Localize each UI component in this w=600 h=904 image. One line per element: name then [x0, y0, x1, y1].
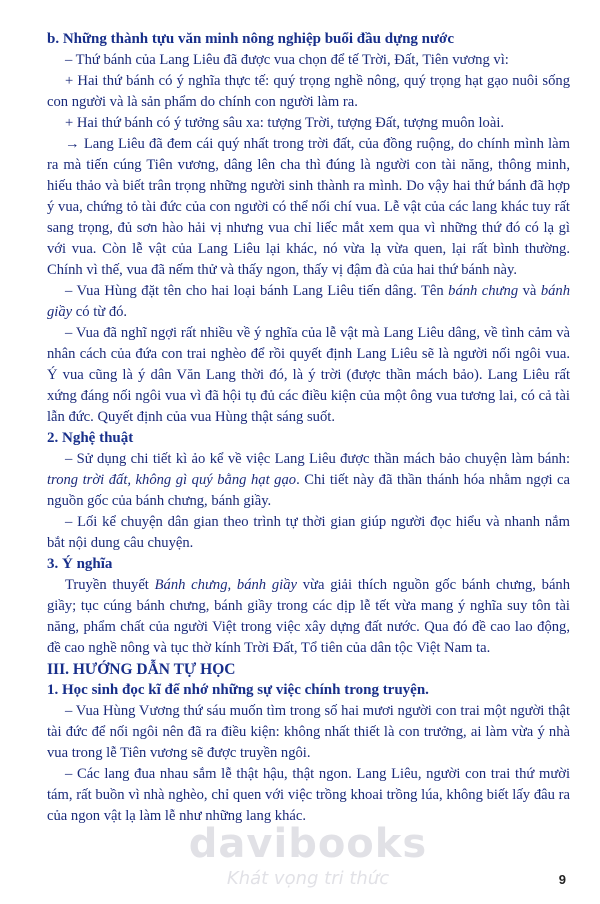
text-run: – Vua Hùng đặt tên cho hai loại bánh Lang Liêu tiến dâng. Tên	[65, 283, 449, 299]
section-2-heading: 2. Nghệ thuật	[47, 430, 134, 446]
section-b-paragraph-5	[47, 281, 570, 323]
text-run: – Sử dụng chi tiết kì ảo kể về việc Lang Liêu được thần mách bảo chuyện làm bánh:	[65, 451, 570, 467]
italic-title: Bánh chưng, bánh giầy	[154, 577, 297, 593]
section-2-paragraph-2: – Lối kể chuyện dân gian theo trình tự thời gian giúp người đọc hiểu và nhanh nắm bắt nội dung câu chuyện.	[47, 514, 570, 551]
text-run: vừa giải thích nguồn gốc bánh chưng, bánh giầy; tục cúng bánh chưng, bánh giầy trong các dịp lễ tết vừa mang ý nghĩa suy tôn tài năng, phẩm chất của người Việt trong việc xây dựng đất nước. Qua đó đề cao lao động, đề cao nghề nông và tục thờ kính Trời Đất, Tổ tiên của dân tộc Việt Nam ta.	[47, 577, 571, 656]
section-b-paragraph-6: – Vua đã nghĩ ngợi rất nhiều về ý nghĩa của lễ vật mà Lang Liêu dâng, về tình cảm và nhân cách của đứa con trai nghèo để rồi quyết định Lang Liêu sẽ là người nối ngôi vua. Ý vua cũng là ý dân Văn Lang thời đó, là ý trời (được thần mách bảo). Lang Liêu rất xứng đáng nối ngôi vua vì đã hội tụ đủ các điều kiện của một ông vua tương lai, có cả tài lẫn đức. Quyết định của vua Hùng thật sáng suốt.	[47, 325, 570, 425]
section-III-heading: III. HƯỚNG DẪN TỰ HỌC	[47, 661, 236, 678]
section-3-heading: 3. Ý nghĩa	[47, 556, 113, 572]
text-run: . Chi tiết này đã thần thánh hóa nhằm ngợi ca nguồn gốc của bánh chưng, bánh giầy.	[47, 472, 570, 509]
watermark-tagline: Khát vọng tri thức	[226, 868, 390, 889]
publisher-watermark	[178, 822, 438, 890]
section-III-subheading-1: 1. Học sinh đọc kĩ để nhớ những sự việc chính trong truyện.	[47, 682, 429, 698]
italic-quote: trong trời đất, không gì quý bằng hạt gạo	[47, 472, 297, 488]
section-III-paragraph-1: – Vua Hùng Vương thứ sáu muốn tìm trong số hai mươi người con trai một người thật tài đức để nối ngôi nên đã ra điều kiện: không nhất thiết là con trưởng, ai làm vừa ý nhà vua trong lễ Tiên vương sẽ được truyền ngôi.	[47, 703, 570, 761]
italic-term: bánh chưng	[448, 283, 519, 299]
section-b-paragraph-3: + Hai thứ bánh có ý tưởng sâu xa: tượng Trời, tượng Đất, tượng muôn loài.	[65, 115, 505, 131]
text-run: Truyền thuyết	[65, 577, 155, 593]
watermark-logo: davibooks	[188, 821, 428, 867]
section-b-paragraph-4: → Lang Liêu đã đem cái quý nhất trong trời đất, của đồng ruộng, do chính mình làm ra mà tiến cúng Tiên vương, dâng lên cha thì đúng là người con tài năng, thông minh, hiếu thảo và biết trân trọng những người sinh thành ra mình. Do vậy hai thứ bánh đã hợp ý vua, chứng tỏ tài đức của con người có thể nối chí vua. Lễ vật của các lang khác tuy rất sang trọng, đủ sơn hào hải vị nhưng vua chỉ liếc mắt xem qua vì những thứ đó có lạ gì với vua. Còn lễ vật của Lang Liêu lại khác, nó vừa lạ vừa quen, lại rất bình thường. Chính vì thế, vua đã nếm thử và thấy ngon, thấy vị đậm đà của hai thứ bánh này.	[47, 136, 570, 278]
italic-term: bánh giầy	[47, 283, 570, 320]
page-content	[47, 29, 570, 827]
page-number: 9	[558, 872, 566, 887]
section-b-heading: b. Những thành tựu văn minh nông nghiệp buổi đầu dựng nước	[47, 31, 454, 47]
section-3-paragraph-1	[47, 575, 570, 659]
section-b-paragraph-1: – Thứ bánh của Lang Liêu đã được vua chọn để tế Trời, Đất, Tiên vương vì:	[65, 52, 509, 68]
text-run: có từ đó.	[72, 304, 128, 320]
section-III-paragraph-2: – Các lang đua nhau sắm lễ thật hậu, thật ngon. Lang Liêu, người con trai thứ mười tám, rất buồn vì nhà nghèo, chỉ quen với việc trồng khoai trồng lúa, không biết lấy đâu ra của ngon vật lạ làm lễ như những lang khác.	[47, 766, 570, 824]
section-2-paragraph-1	[47, 449, 570, 512]
text-run: và	[518, 283, 541, 299]
section-b-paragraph-2: + Hai thứ bánh có ý nghĩa thực tế: quý trọng nghề nông, quý trọng hạt gạo nuôi sống con người và là sản phẩm do chính con người làm ra.	[47, 73, 570, 110]
